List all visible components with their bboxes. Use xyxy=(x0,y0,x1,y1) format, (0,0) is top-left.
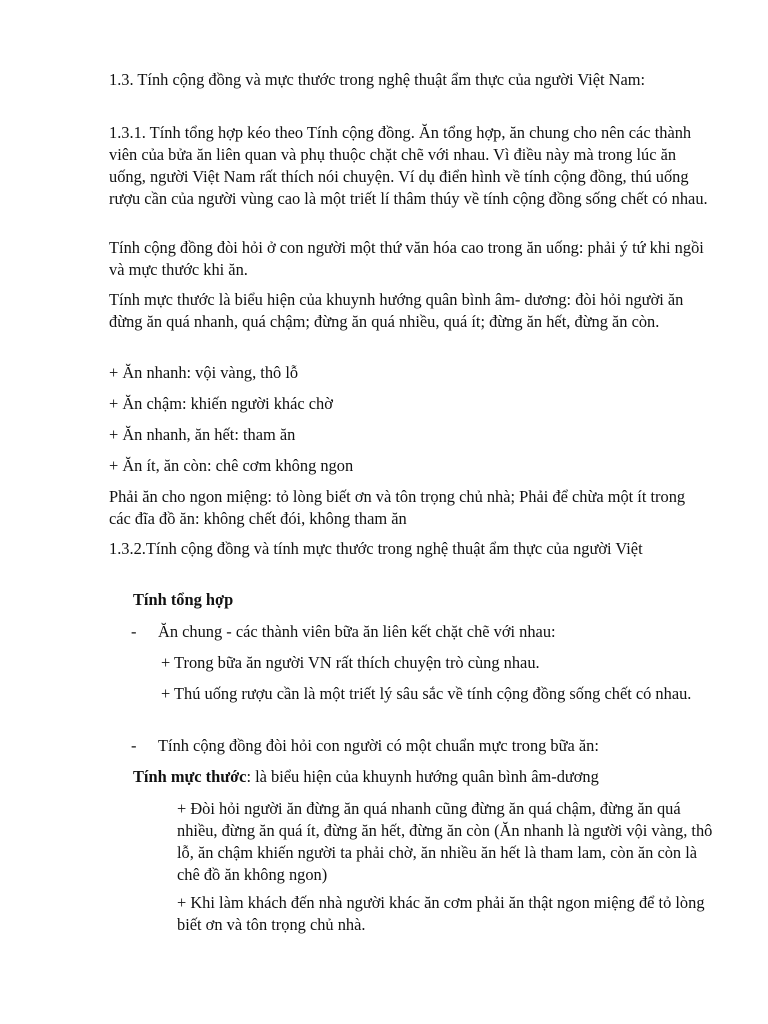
paragraph-1-3-1: 1.3.1. Tính tổng hợp kéo theo Tính cộng đồng. Ăn tổng hợp, ăn chung cho nên các thành viên của bửa ăn liên quan và phụ thuộc chặt chẽ với nhau. Vì điều này mà trong lúc ăn uống, người Việt Nam rất thích nói chuyện. Ví dụ điển hình về tính cộng đồng, thú uống rượu cần của người vùng cao là một triết lí thâm thúy về tính cộng đồng sống chết có nhau. xyxy=(109,123,708,208)
paragraph-ngon-mieng: Phải ăn cho ngon miệng: tỏ lòng biết ơn và tôn trọng chủ nhà; Phải để chừa một ít trong các đĩa đồ ăn: không chết đói, không tham ăn xyxy=(109,487,686,528)
muc-thuoc-line xyxy=(133,766,723,788)
muc-thuoc-label: Tính mực thước xyxy=(133,767,247,786)
bullet-an-nhanh: + Ăn nhanh: vội vàng, thô lỗ xyxy=(109,363,299,382)
bullet-an-cham: + Ăn chậm: khiến người khác chờ xyxy=(109,394,333,413)
tong-hop-title: Tính tổng hợp xyxy=(133,590,234,609)
sub-item-lam-khach: + Khi làm khách đến nhà người khác ăn cơm phải ăn thật ngon miệng để tỏ lòng biết ơn và tôn trọng chủ nhà. xyxy=(177,893,705,934)
paragraph-muc-thuoc: Tính mực thước là biểu hiện của khuynh hướng quân bình âm- dương: đòi hỏi người ăn đừng ăn quá nhanh, quá chậm; đừng ăn quá nhiều, quá ít; đừng ăn hết, đừng ăn còn. xyxy=(109,290,684,331)
sub-item-chuyen-tro: + Trong bữa ăn người VN rất thích chuyện trò cùng nhau. xyxy=(161,653,540,672)
heading-1-3: 1.3. Tính cộng đồng và mực thước trong nghệ thuật ẩm thực của người Việt Nam: xyxy=(109,70,646,89)
bullet-an-it: + Ăn ít, ăn còn: chê cơm không ngon xyxy=(109,456,354,475)
sub-item-doi-hoi: + Đòi hỏi người ăn đừng ăn quá nhanh cũng đừng ăn quá chậm, đừng ăn quá nhiều, đừng ăn quá ít, đừng ăn hết, đừng ăn còn (Ăn nhanh là người vội vàng, thô lỗ, ăn chậm khiến người ta phải chờ, ăn nhiều ăn hết là tham lam, còn ăn còn là chê đồ ăn không ngon) xyxy=(177,799,713,884)
paragraph-cong-dong: Tính cộng đồng đòi hỏi ở con người một thứ văn hóa cao trong ăn uống: phải ý tứ khi ngồi và mực thước khi ăn. xyxy=(109,238,704,279)
heading-1-3-2: 1.3.2.Tính cộng đồng và tính mực thước trong nghệ thuật ẩm thực của người Việt xyxy=(109,539,643,558)
dash-marker: - xyxy=(131,736,137,755)
dash-chuan-muc: Tính cộng đồng đòi hỏi con người có một chuẩn mực trong bữa ăn: xyxy=(158,736,599,755)
sub-item-ruou-can: + Thú uống rượu cần là một triết lý sâu sắc về tính cộng đồng sống chết có nhau. xyxy=(161,684,692,703)
muc-thuoc-description: : là biểu hiện của khuynh hướng quân bình âm-dương xyxy=(246,767,599,786)
dash-marker: - xyxy=(131,622,137,641)
dash-an-chung: Ăn chung - các thành viên bữa ăn liên kết chặt chẽ với nhau: xyxy=(158,622,556,641)
bullet-an-het: + Ăn nhanh, ăn hết: tham ăn xyxy=(109,425,296,444)
